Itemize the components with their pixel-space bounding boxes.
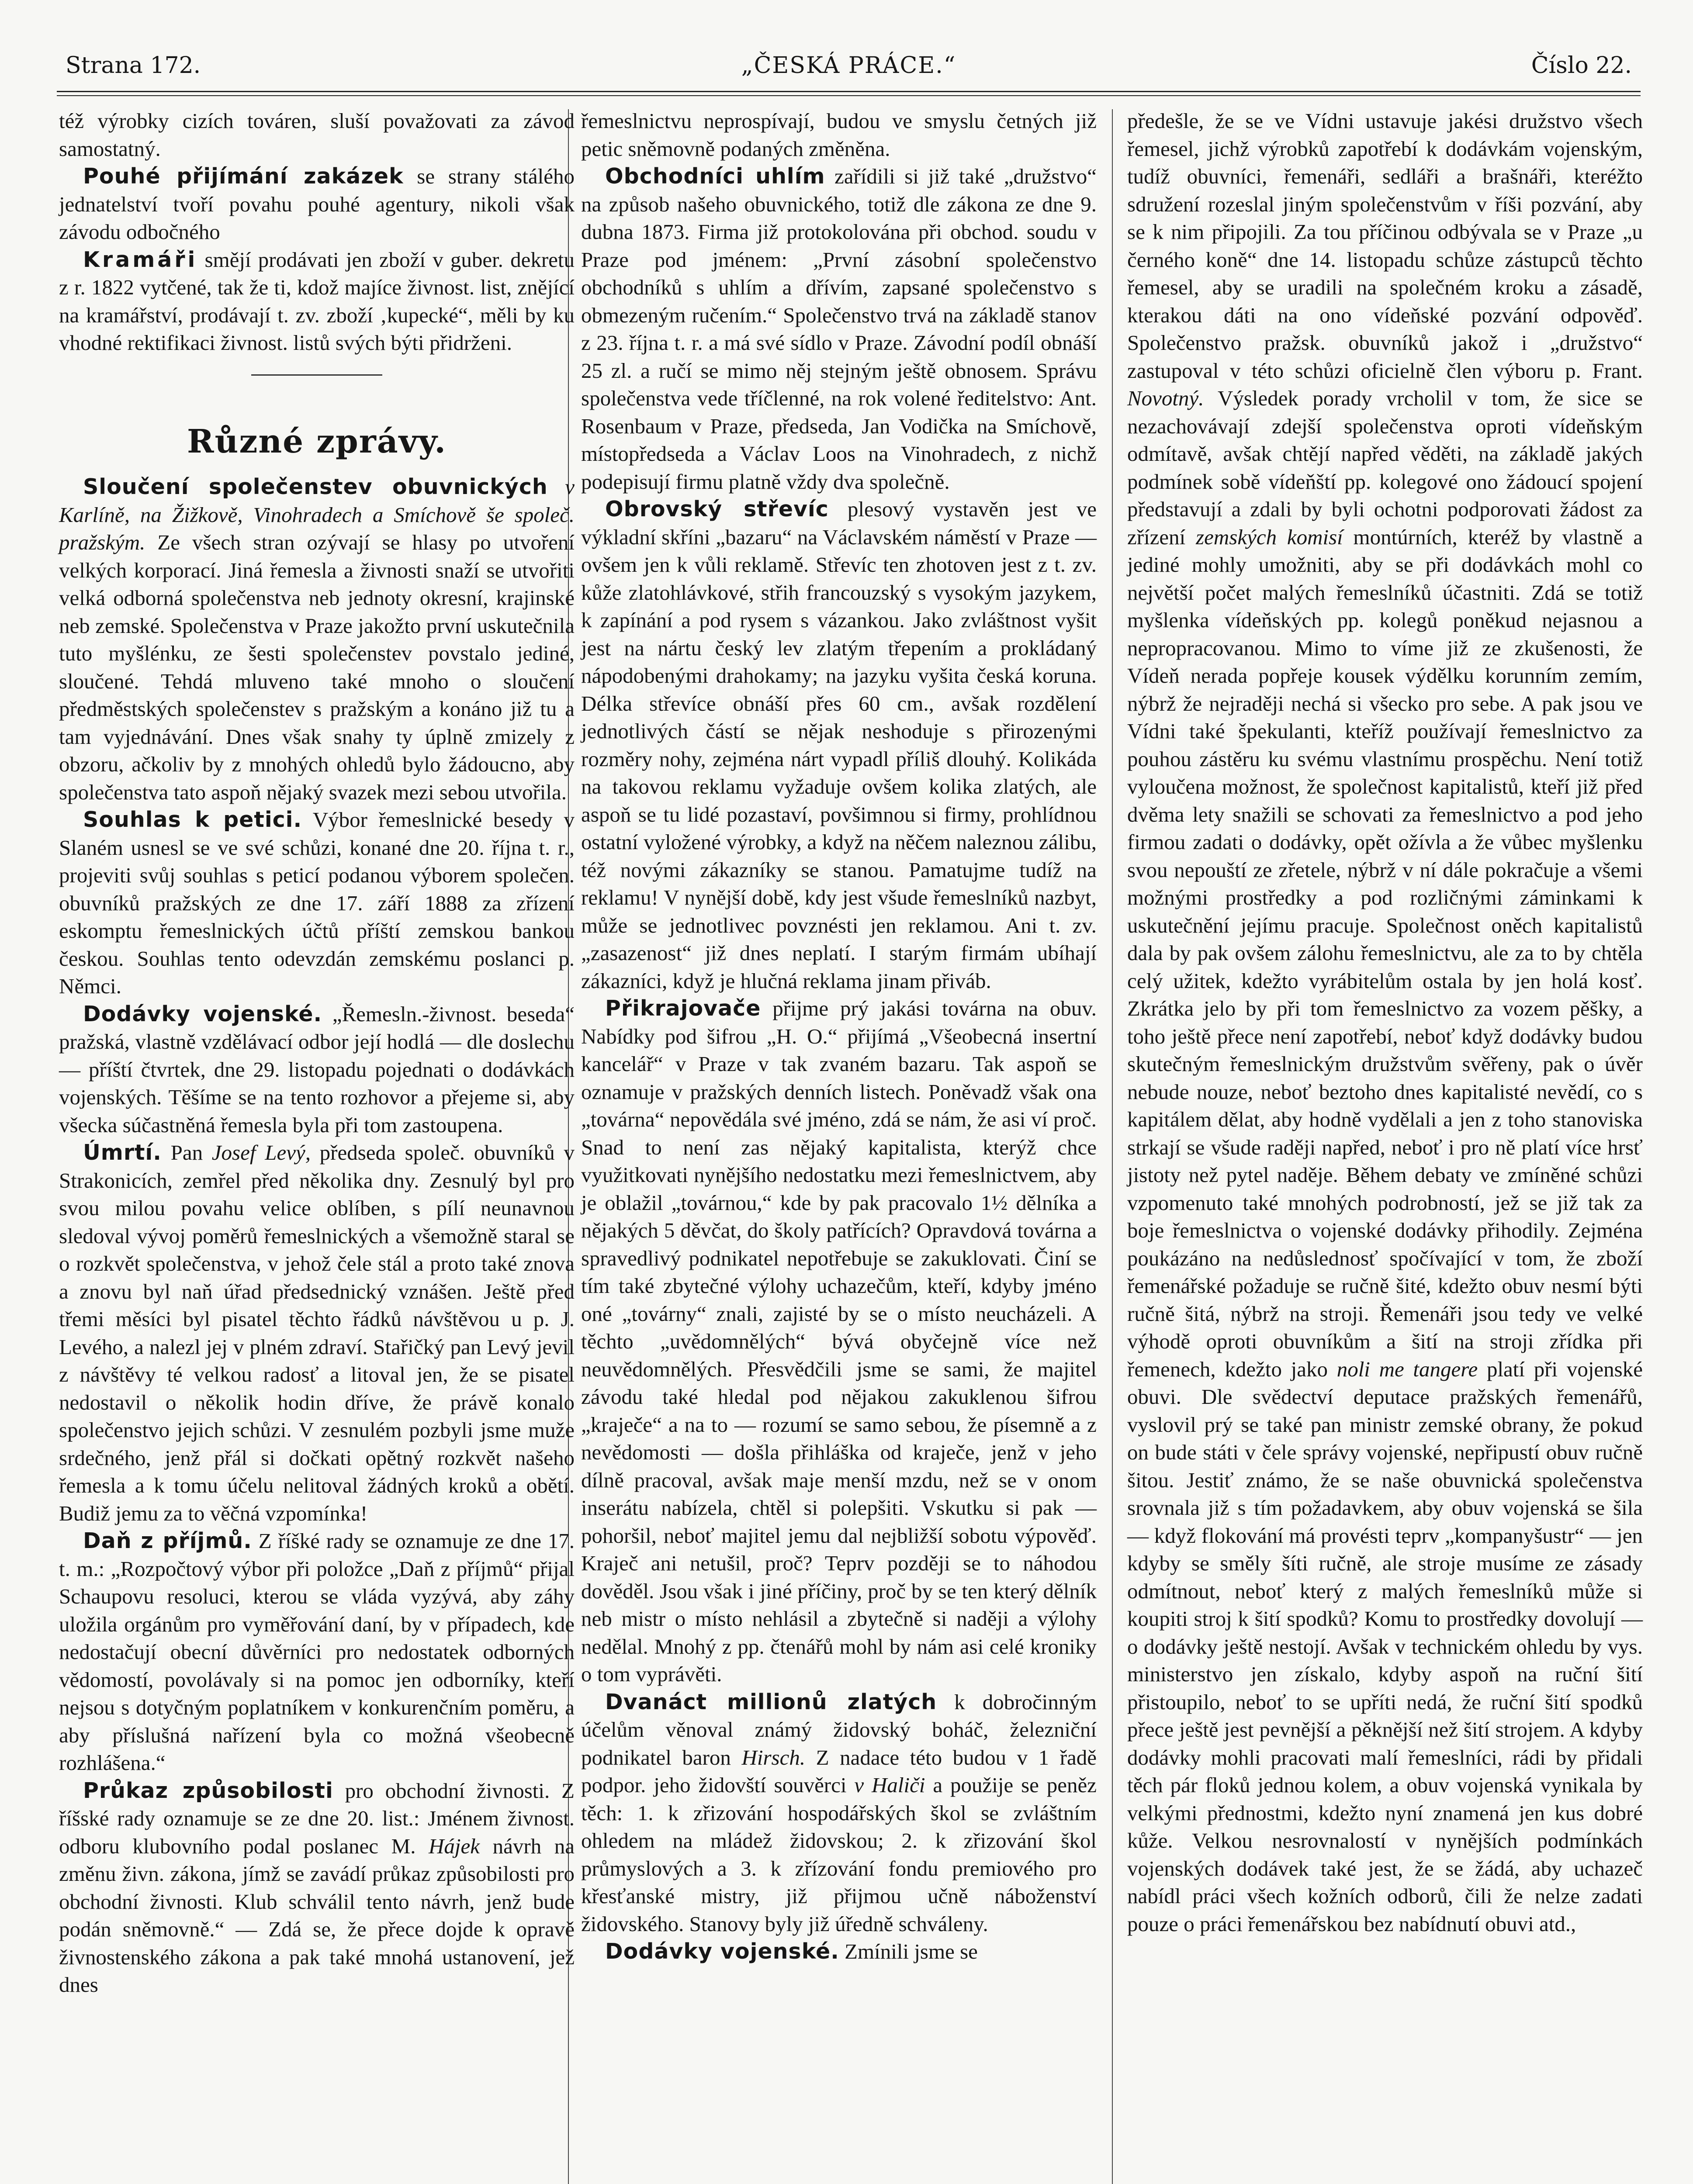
issue-number: Číslo 22. [1531, 52, 1632, 79]
page-header [57, 52, 1641, 83]
article-strevic: Obrovský střevíc plesový vystavěn jest ve výkladní skříni „bazaru“ na Václavském náměstí v Praze — ovšem jen k vůli reklamě. Střevíc ten zhotoven jest z t. zv. kůže zlatohlávkové, střih francouzský s vysokým jazykem, k zapínání a pod rysem s vázankou. Jako zvláštnost vyšit jest na nártu český lev zlatým třepením a prokládaný nápodobenými drahokamy; na jazyku vyšita česká koruna. Délka střevíce obnáší přes 60 cm., avšak rozdělení jednotlivých částí se nějak neshoduje s přirozenými rozměry nohy, zejména nárt vypadl příliš dlouhý. Kolikáda na takovou reklamu vyžaduje ovšem kolika zlatých, ale aspoň se tu lidé pozastaví, povšimnou si firmy, prohlídnou ostatní vyložené výrobky, a když na něčem naleznou zálibu, též novými zákazníky se stanou. Pamatujme tudíž na reklamu! V nynější době, kdy jest všude řemeslníků nazbyt, může se jednotlivec povznésti jen reklamou. Ani t. zv. „zasazenost“ již dnes neplatí. I starým firmám ubíhají zákazníci, když je hlučná reklama jinam přiváb. [581, 497, 1097, 993]
divider [251, 374, 382, 376]
article-souhlas: Souhlas k petici. Výbor řemeslnické besedy v Slaném usnesl se ve své schůzi, konané dne 20. října t. r., projeviti svůj souhlas s peticí podanou výborem společen. obuvníků pražských ze dne 17. září 1888 za zřízení eskomptu řemeslnických účtů příští zemskou bankou českou. Souhlas tento odevzdán zemskému poslanci p. Němci. [59, 807, 575, 998]
article-prikrajovace: Přikrajovače přijme prý jakási továrna na obuv. Nabídky pod šifrou „H. O.“ přijímá „Všeobecná insertní kancelář“ v Praze v tak zvaném bazaru. Tak aspoň se oznamuje v pražských denních listech. Poněvadž však ona „továrna“ nepovědála své jméno, zdá se nám, že asi ví proč. Snad to není zas nějaký kapitalista, kterýž chce využitkovati nynějšího nedostatku mezi řemeslnictvem, aby je oblažil „továrnou,“ kde by pak pracovalo 1½ dělníka a nějakých 5 děvčat, do školy patřících? Opravdová továrna a spravedlivý podnikatel nepotřebuje se zakuklovati. Činí se tím také zbytečné výlohy uchazečům, kteří, kdyby jméno oné „továrny“ znali, zajisté by se o místo neucházeli. A těchto „uvědomnělých“ bývá obyčejně více než neuvědomnělých. Přesvědčili jsme se sami, že majitel závodu také hledal pod nějakou zakuklenou šifrou „kraječe“ a na to — rozumí se samo sebou, že písemně a z nevědomosti — došla přihláška od kraječe, jenž v jeho dílně pracoval, avšak maje menší mzdu, než se v onom inserátu nabízela, chtěl si polepšiti. Vskutku si pak — pohoršil, neboť majitel jemu dal nejbližší sobotu výpověď. Kraječ ani netušil, proč? Teprv později se to náhodou dověděl. Jsou však i jiné příčiny, proč by se ten který dělník neb mistr o místo nehlásil a zbytečně si naději a výlohy nedělal. Mnohý z pp. čtenářů mohl by nám asi celé kroniky o tom vyprávěti. [581, 996, 1097, 1686]
paragraph: řemeslnictvu neprospívají, budou ve smyslu četných již petic sněmovně podaných změněna. [581, 109, 1097, 161]
article-dodavky-2: Dodávky vojenské. Zmínili jsme se [605, 1939, 978, 1964]
article-miliony: Dvanáct millionů zlatých k dobročinným účelům věnoval známý židovský boháč, železniční podnikatel baron Hirsch. Z nadace této budou v 1 řadě podpor. jeho židovští souvěrci v Haliči a použije se peněz těch: 1. k zřizování hospodářských škol se zvláštním ohledem na mládež židovskou; 2. k zřizování škol průmyslových a 3. k zřízování fondu premiového pro křesťanské mistry, již přijmou učně náboženství židovského. Stanovy byly již úředně schváleny. [581, 1689, 1097, 1936]
page-number: Strana 172. [66, 52, 201, 79]
article-pouhe: Pouhé přijímání zakázek se strany stálého jednatelství tvoří povahu pouhé agentury, nikoli však závodu odbočného [59, 164, 575, 244]
newspaper-title: „ČESKÁ PRÁCE.“ [741, 52, 956, 79]
article-continued: předešle, že se ve Vídni ustavuje jakési družstvo všech řemesel, jichž výrobků zapotřebí k dodávkám vojenským, tudíž obuvníci, řemenáři, sedláři a brašnáři, kteréžto sdružení rozeslal jiným společenstvům v říši pozvání, aby se k nim připojili. Za tou příčinou odbývala se v Praze „u černého koně“ dne 14. listopadu schůze zástupců těchto řemesel, aby se uradili na společném kroku a zásadě, kterakou dáti na ono vídeňské pozvání odpověď. Společenstvo pražsk. obuvníků jakož i „družstvo“ zastupoval v této schůzi oficielně člen výboru p. Frant. Novotný. Výsledek porady vrcholil v tom, že sice se nezachovávají zdejší společenstva oproti vídeňským odmítavě, avšak chtějí napřed věděti, na základě jakých podmínek sobě vídeňští pp. kolegové ono žádoucí spojení představují a zdali by byli ochotni podporovati žádost za zřízení zemských komisí montúrních, kteréž by vlastně a jediné mohly umožniti, aby se při dodávkách mohl co největší počet malých řemeslníků účastniti. Zdá se totiž myšlenka vídeňských pp. kolegů poněkud nejasnou a nepropracovanou. Mimo to víme již ze zkušenosti, že Vídeň nerada popřeje kousek výdělku korunním zemím, nýbrž že nejraději nechá si všecko pro sebe. A pak jsou ve Vídni také špekulanti, kteříž používají řemeslnictvo za pouhou zástěru ku svému vlastnímu prospěchu. Není totiž vyloučena možnost, že společnost kapitalistů, kteří již před dvěma lety snažili se schovati za řemeslnictvo a pod jeho firmou zadati o dodávky, opět ožívla a že vůbec myšlenku svou nepouští ze zřetele, nýbrž v ní dále pokračuje a všemi možnými prostředky a pod rozličnými záminkami k uskutečnění jejímu pracuje. Společnost oněch kapitalistů dala by pak ovšem zálohu řemeslnictvu, ale za to by chtěla celý užitek, kdežto vyrábitelům ostala by jen holá kosť. Zkrátka jelo by při tom řemeslnictvo za vozem pěšky, a toho ještě přece není zapotřebí, neboť když dodávky budou skutečným řemeslnickým družstvům svěřeny, pak o úvěr nebude nouze, neboť beztoho dnes kapitalisté nevědí, co s kapitálem dělat, aby hodně vydělali a jen z toho stanoviska strkají se všude raději napřed, neboť i pro ně platí více hrsť jistoty než pytel naděje. Během debaty ve zmíněné schůzi vzpomenuto také mnohých podrobností, jež se již tak za boje řemeslnictva o vojenské dodávky přihodily. Zejména poukázáno na nedůslednosť spočívající v tom, že zboží řemenářské požaduje se ručně šité, kdežto obuv nesmí býti ručně šitá, nýbrž na stroji. Řemenáři jsou tedy ve velké výhodě oproti obuvníkům a šití na stroji zřídka při řemenech, kdežto jako noli me tangere platí při vojenské obuvi. Dle svědectví deputace pražských řemenářů, vyslovil prý se také pan ministr zemské obrany, že pokud on bude státi v čele správy vojenské, nepřipustí obuv ručně šitou. Jestiť známo, že se naše obuvnická společenstva srovnala již s tím požadavkem, aby obuv vojenská se šila — když flokování má provésti teprv „kompanyšustr“ — jen kdyby se směly šíti ručně, ale stroje musíme ze zásady odmítnout, neboť který z malých řemeslníků může si koupiti stroj k šití spodků? Komu to prostředky dovolují — o dodávky ještě nestojí. Avšak v technickém ohledu by vys. ministerstvo jen získalo, kdyby aspoň na ruční šití přistoupilo, neboť to se upříti nedá, že ruční šití spodků přece ještě jest pevnější a pěknější než šití strojem. A kdyby dodávky mohli pracovati malí řemeslníci, rádi by přidali těch pár floků jednou kolem, a obuv vojenská vynikala by velkými přednostmi, kdežto nyní znamená jen kus dobré kůže. Velkou nesrovnalostí v nynějších podmínkách vojenských dodávek také jest, že se žádá, aby uchazeč nabídl práci všech kožních odborů, čili že nelze zadati pouze o práci řemenářskou bez nabídnutí obuvi atd., [1127, 109, 1643, 1936]
column-1 [59, 107, 575, 1999]
article-slouceni: Sloučení společenstev obuvnických v Karlíně, na Žižkově, Vinohradech a Smíchově še společ. pražským. Ze všech stran ozývají se hlasy po utvoření velkých korporací. Jiná řemesla a živnosti snaží se utvořiti velká odborná společenstva neb jednoty okresní, krajinské neb zemské. Společenstva v Praze jakožto první uskutečnila tuto myšlénku, ze šesti společenstev povstalo jediné, sloučené. Tehdá mluveno také mnoho o sloučení předměstských společenstev s pražským a konáno již tu a tam vyjednávání. Dnes však snahy ty úplně zmizely z obzoru, ačkoliv by z mnohých ohledů bylo žádoucno, aby společenstva tato aspoň nějaký svazek mezi sebou utvořila. [59, 474, 575, 804]
article-dan: Daň z příjmů. Z říšké rady se oznamuje ze dne 17. t. m.: „Rozpočtový výbor při položce „Daň z příjmů“ přijal Schaupovu resoluci, kterou se vláda vyzývá, aby záhy uložila orgánům pro vyměřování daní, by v případech, kde nedostačují obecní důvěrníci pro nedostatek odborných vědomostí, povolávaly si na pomoc jen odborníky, kteří nejsou s dotyčným poplatníkem v konkurenčním poměru, a aby příslušná nařízení byla co možná všeobecně rozhlášena.“ [59, 1528, 575, 1775]
column-2 [581, 107, 1097, 1966]
header-rule [57, 91, 1641, 92]
column-3 [1127, 107, 1643, 1938]
article-uhli: Obchodníci uhlím zařídili si již také „družstvo“ na způsob našeho obuvnického, totiž dle zákona ze dne 9. dubna 1873. Firma již protokolována při obchod. soudu v Praze pod jménem: „První zásobní společenstvo obchodníků s uhlím a dřívím, zapsané společenstvo s obmezeným ručením.“ Společenstvo trvá na základě stanov z 23. října t. r. a má své sídlo v Praze. Závodní podíl obnáší 25 zl. a ručí se mimo něj stejným ještě obnosem. Správu společenstva vede tříčlenné, na rok volené ředitelstvo: Ant. Rosenbaum v Praze, předseda, Jan Vodička na Smíchově, místopředseda a Václav Loos na Vinohradech, z nichž podepisují firmu platně vždy dva společně. [581, 164, 1097, 494]
article-kramari: Kramáři smějí prodávati jen zboží v guber. dekretu z r. 1822 vytčené, tak že ti, kdož majíce živnost. list, znějící na kramářství, prodávají t. zv. zboží ‚kupecké“, měli by ku vhodné rektifikaci živnost. listů svých býti přidrženi. [59, 247, 575, 355]
article-prukaz: Průkaz způsobilosti pro obchodní živnosti. Z říšské rady oznamuje se ze dne 20. list.: Jménem živnost. odboru klubovního podal poslanec M. Hájek návrh na změnu živn. zákona, jímž se zavádí průkaz způsobilosti pro obchodní živnosti. Klub schválil tento návrh, jenž bude podán sněmovně.“ — Zdá se, že přece dojde k opravě živnostenského zákona a pak také mnohá ustanovení, jež dnes [59, 1778, 575, 1997]
article-umrti: Úmrtí. Pan Josef Levý, předseda společ. obuvníků v Strakonicích, zemřel před několika dny. Zesnulý byl pro svou milou povahu velice oblíben, s pílí neunavnou sledoval vývoj poměrů řemeslnických a všemožně staral se o rozkvět společenstva, v jehož čele stál a proto také znova a znovu byl naň úřad předsednický vznášen. Ještě před třemi měsíci byl pisatel těchto řádků návštěvou u p. J. Levého, a nalezl jej v plném zdraví. Stařičký pan Levý jevil z návštěvy té velkou radosť a litoval jen, že se pisatel nedostavil o několik hodin dříve, že právě konalo společenstvo jejich schůzi. V zesnulém pozbyli jsme muže srdečného, jenž přál si dočkati opětný rozkvět našeho řemesla a k tomu účelu nelitoval žádných kroků a obětí. Budiž jemu za to věčná vzpomínka! [59, 1140, 575, 1525]
section-heading: Různé zprávy. [187, 422, 447, 460]
column-divider-2 [1112, 109, 1113, 2184]
header-rule-thin [57, 95, 1641, 96]
article-dodavky: Dodávky vojenské. „Řemesln.-živnost. beseda“ pražská, vlastně vzdělávací odbor její hodlá — dle doslechu — příští čtvrtek, dne 29. listopadu pojednati o dodávkách vojenských. Těšíme se na tento rozhovor a přejeme si, aby všecka súčastněná řemesla byla při tom zastoupena. [59, 1001, 575, 1137]
paragraph: též výrobky cizích továren, sluší považovati za závod samostatný. [59, 109, 575, 161]
